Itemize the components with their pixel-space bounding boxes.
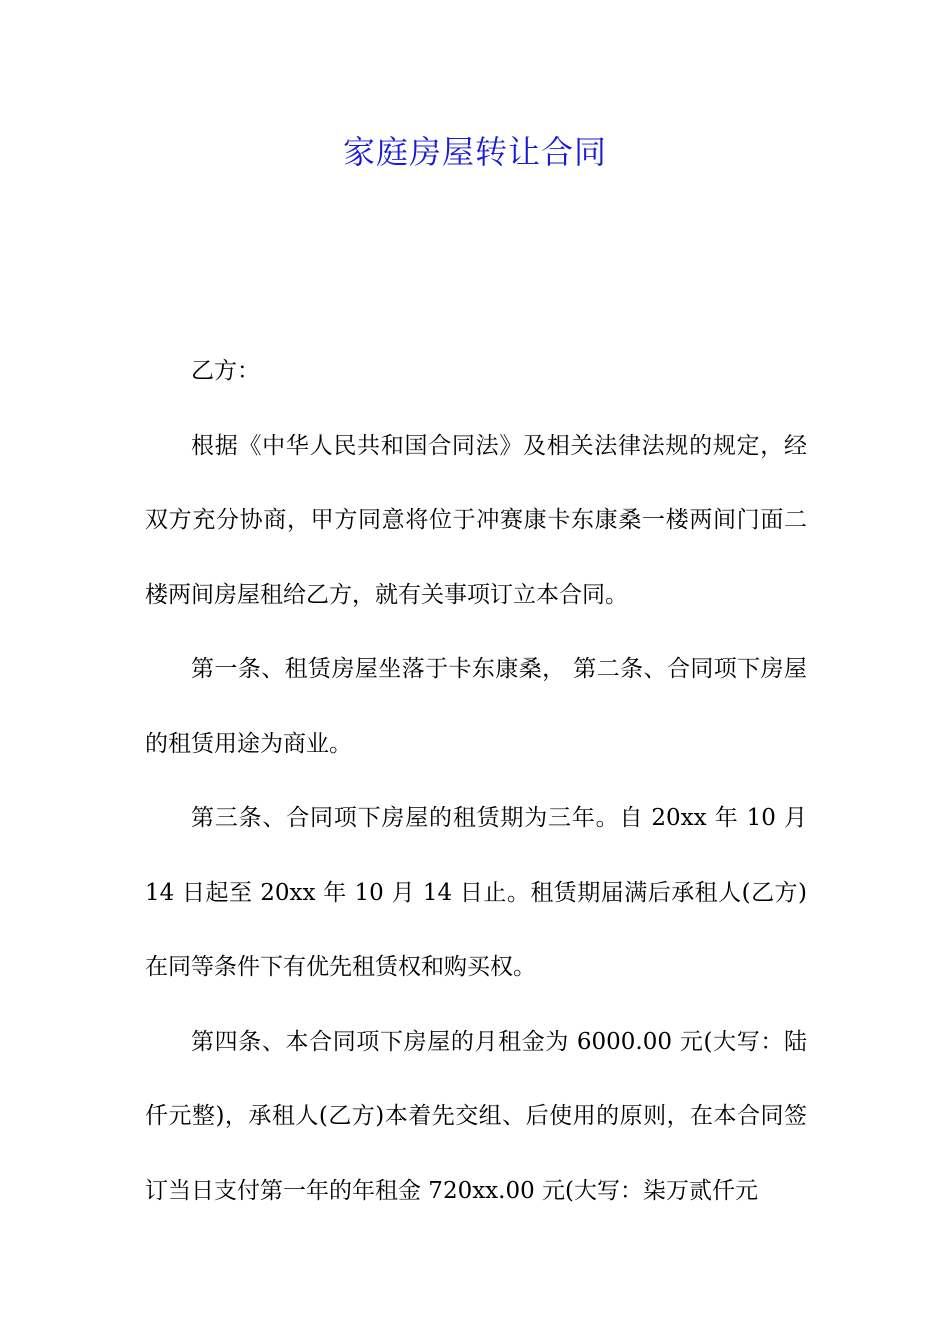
paragraph-preamble: 根据《中华人民共和国合同法》及相关法律法规的规定，经双方充分协商，甲方同意将位于冲赛康卡东康桑一楼两间门面二楼两间房屋租给乙方，就有关事项订立本合同。 [145, 432, 807, 608]
paragraph-party-b: 乙方： [191, 358, 260, 384]
document-body [145, 334, 807, 1228]
paragraph-article-3: 第三条、合同项下房屋的租赁期为三年。自 20xx 年 10 月 14 日起至 20xx 年 10 月 14 日止。租赁期届满后承租人(乙方)在同等条件下有优先租赁权和购买权。 [145, 805, 807, 980]
document-title: 家庭房屋转让合同 [342, 133, 607, 171]
paragraph-article-1-2: 第一条、租赁房屋坐落于卡东康桑， 第二条、合同项下房屋的租赁用途为商业。 [145, 656, 807, 757]
paragraph-article-4: 第四条、本合同项下房屋的月租金为 6000.00 元(大写：陆仟元整)，承租人(乙方)本着先交组、后使用的原则，在本合同签订当日支付第一年的年租金 720xx.00 元(大写：柒万贰仟元 [145, 1028, 807, 1204]
